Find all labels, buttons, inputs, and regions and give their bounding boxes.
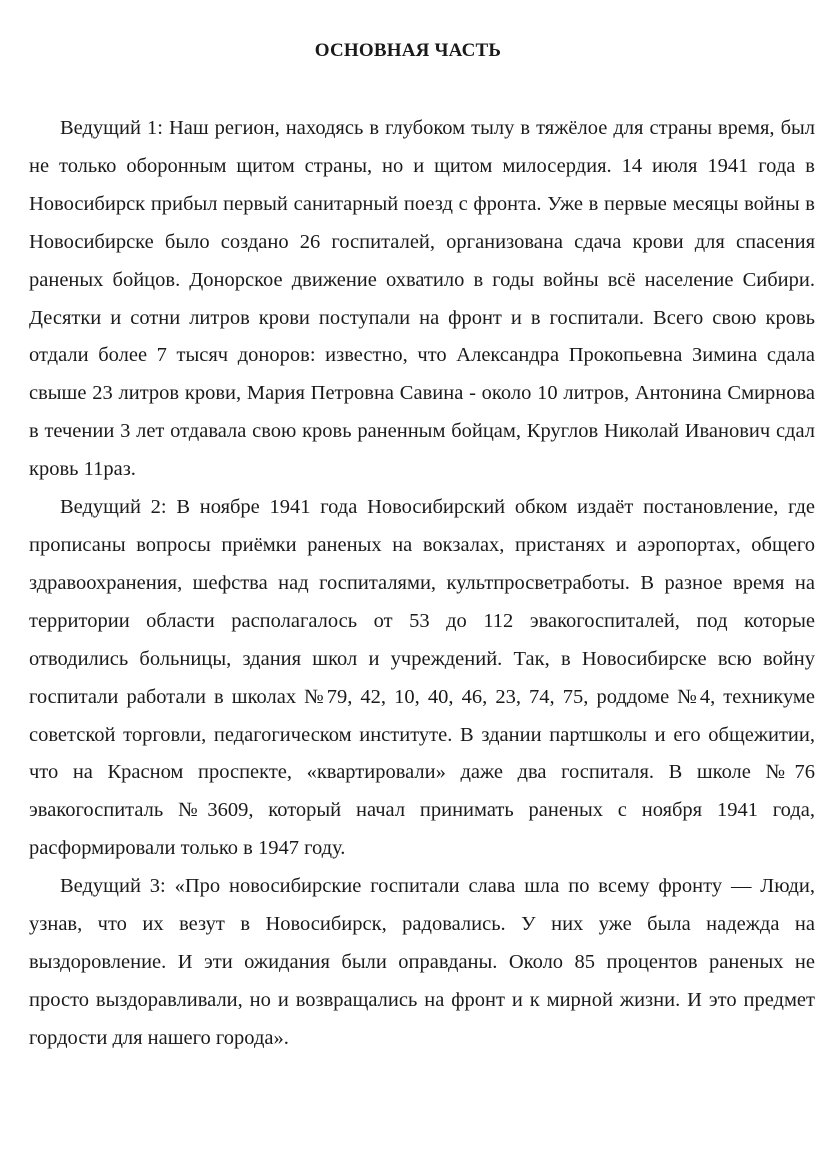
paragraph-host-2: Ведущий 2: В ноябре 1941 года Новосибирский обком издаёт постановление, где прописаны вопросы приёмки раненых на вокзалах, пристанях и аэропортах, общего здравоохранения, шефства над госпиталями, культпросветработы. В разное время на территории области располагалось от 53 до 112 эвакогоспиталей, под которые отводились больницы, здания школ и учреждений. Так, в Новосибирске всю войну госпитали работали в школах №79, 42, 10, 40, 46, 23, 74, 75, роддоме №4, техникуме советской торговли, педагогическом институте. В здании партшколы и его общежитии, что на Красном проспекте, «квартировали» даже два госпиталя. В школе №76 эвакогоспиталь №3609, который начал принимать раненых с ноября 1941 года, расформировали только в 1947 году. xyxy=(29,496,815,860)
paragraph-host-3: Ведущий 3: «Про новосибирские госпитали слава шла по всему фронту — Люди, узнав, что их везут в Новосибирск, радовались. У них уже была надежда на выздоровление. И эти ожидания были оправданы. Около 85 процентов раненых не просто выздоравливали, но и возвращались на фронт и к мирной жизни. И это предмет гордости для нашего города». xyxy=(29,875,815,1049)
section-heading: ОСНОВНАЯ ЧАСТЬ xyxy=(314,40,502,61)
document-body xyxy=(29,110,815,1058)
paragraph-host-1: Ведущий 1: Наш регион, находясь в глубоком тылу в тяжёлое для страны время, был не только оборонным щитом страны, но и щитом милосердия. 14 июля 1941 года в Новосибирск прибыл первый санитарный поезд с фронта. Уже в первые месяцы войны в Новосибирске было создано 26 госпиталей, организована сдача крови для спасения раненых бойцов. Донорское движение охватило в годы войны всё население Сибири. Десятки и сотни литров крови поступали на фронт и в госпитали. Всего свою кровь отдали более 7 тысяч доноров: известно, что Александра Прокопьевна Зимина сдала свыше 23 литров крови, Мария Петровна Савина - около 10 литров, Антонина Смирнова в течении 3 лет отдавала свою кровь раненным бойцам, Круглов Николай Иванович сдал кровь 11раз. xyxy=(29,117,815,481)
